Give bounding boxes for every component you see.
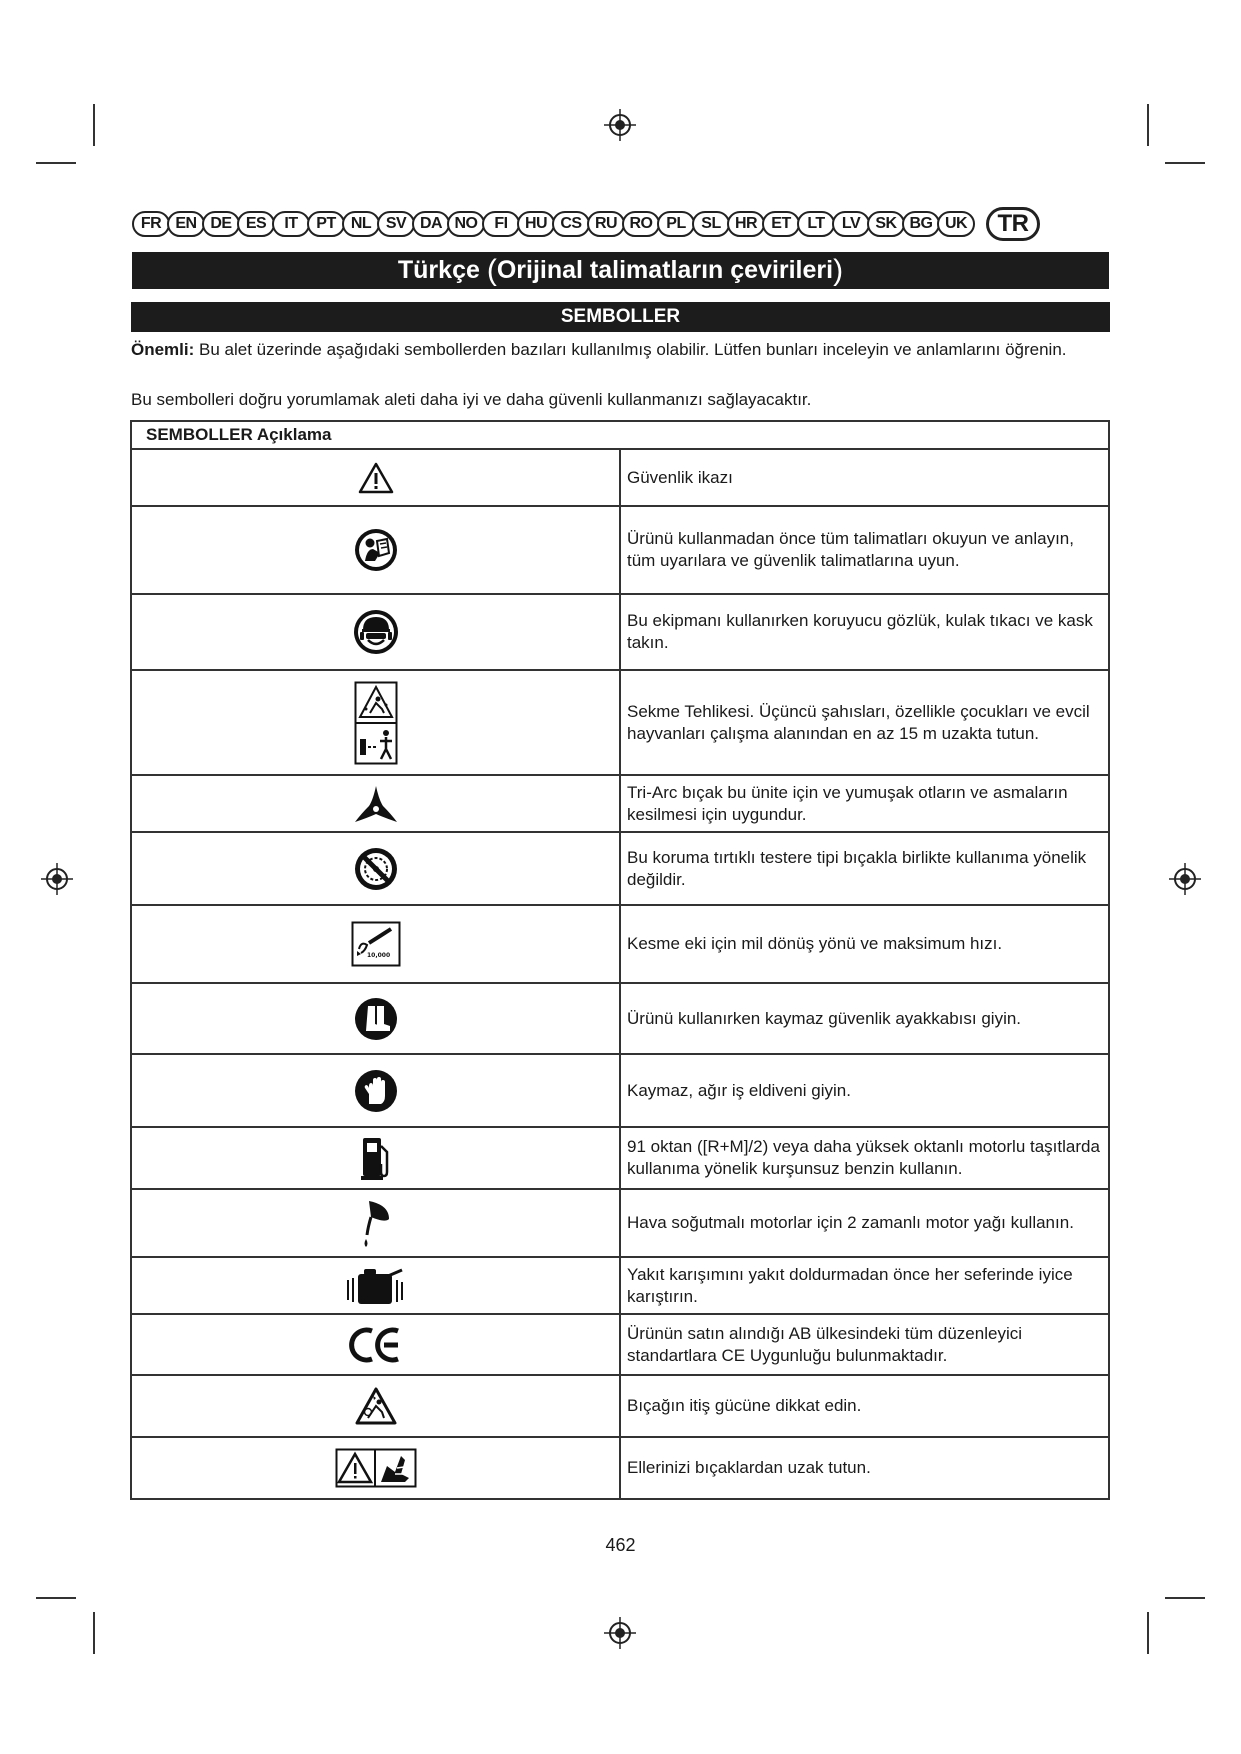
lang-tab-active: TR (986, 207, 1040, 241)
fuel-pump-icon (359, 1134, 393, 1182)
description-cell: Ürünü kullanırken kaymaz güvenlik ayakkabısı giyin. (620, 983, 1109, 1054)
important-label: Önemli: (131, 340, 195, 359)
table-row (131, 905, 1109, 983)
crop-mark (1165, 162, 1205, 164)
symbol-cell (131, 1314, 620, 1375)
title-sub: Orijinal talimatların çevirileri (496, 256, 834, 284)
symbols-table (130, 420, 1110, 1500)
rotation-speed-icon (351, 921, 401, 967)
title-paren: ) (833, 253, 844, 287)
description-cell: Bu ekipmanı kullanırken koruyucu gözlük, kulak tıkacı ve kask takın. (620, 594, 1109, 670)
lang-tab: SK (867, 211, 905, 237)
table-row (131, 594, 1109, 670)
symbol-cell (131, 775, 620, 832)
lang-tab: RO (622, 211, 660, 237)
description-cell: Bu koruma tırtıklı testere tipi bıçakla birlikte kullanıma yönelik değildir. (620, 832, 1109, 905)
description-cell: Yakıt karışımını yakıt doldurmadan önce her seferinde iyice karıştırın. (620, 1257, 1109, 1314)
table-row (131, 1189, 1109, 1257)
oil-can-icon (359, 1197, 393, 1249)
lang-tab: LT (797, 211, 835, 237)
lang-tab: BG (902, 211, 940, 237)
registration-mark-icon (603, 1616, 637, 1650)
no-saw-blade-icon (353, 846, 399, 892)
symbol-cell (131, 1437, 620, 1499)
table-row (131, 1437, 1109, 1499)
crop-mark (1147, 1612, 1149, 1654)
tri-arc-blade-icon (353, 784, 399, 824)
title-main: Türkçe (397, 256, 480, 284)
keep-hands-away-icon (335, 1448, 417, 1488)
lang-tab: LV (832, 211, 870, 237)
lang-tab: RU (587, 211, 625, 237)
table-row (131, 1257, 1109, 1314)
description-cell: Ellerinizi bıçaklardan uzak tutun. (620, 1437, 1109, 1499)
symbol-cell (131, 1127, 620, 1189)
lang-tab: NL (342, 211, 380, 237)
symbol-cell (131, 670, 620, 775)
crop-mark (36, 1597, 76, 1599)
lang-tab: FR (132, 211, 170, 237)
section-title: SEMBOLLER (131, 302, 1110, 332)
warning-triangle-icon (357, 461, 395, 495)
symbol-cell (131, 905, 620, 983)
symbol-cell (131, 1257, 620, 1314)
blade-thrust-warning-icon (354, 1386, 398, 1426)
read-manual-icon (353, 527, 399, 573)
important-text: Bu alet üzerinde aşağıdaki sembollerden bazıları kullanılmış olabilir. Lütfen bunları inceleyin ve anlamlarını öğrenin. (194, 340, 1067, 359)
lang-tab: HU (517, 211, 555, 237)
symbol-cell (131, 594, 620, 670)
ricochet-hazard-icon (354, 681, 398, 765)
registration-mark-icon (1168, 862, 1202, 896)
table-row (131, 832, 1109, 905)
crop-mark (1147, 104, 1149, 146)
lang-tab: DE (202, 211, 240, 237)
title-paren: ( (486, 253, 497, 287)
lang-tab: EN (167, 211, 205, 237)
ce-mark-icon (348, 1325, 404, 1365)
crop-mark (93, 104, 95, 146)
table-row (131, 1314, 1109, 1375)
lang-tab: NO (447, 211, 485, 237)
lang-tab: PT (307, 211, 345, 237)
description-cell: Ürünü kullanmadan önce tüm talimatları okuyun ve anlayın, tüm uyarılara ve güvenlik talimatlarına uyun. (620, 506, 1109, 594)
symbol-cell (131, 983, 620, 1054)
table-row (131, 775, 1109, 832)
symbol-cell (131, 1054, 620, 1127)
symbol-cell (131, 506, 620, 594)
table-row (131, 506, 1109, 594)
table-row (131, 1127, 1109, 1189)
gloves-icon (353, 1068, 399, 1114)
lang-tab: SL (692, 211, 730, 237)
intro-important (131, 339, 1109, 360)
fuel-can-shake-icon (344, 1266, 408, 1306)
crop-mark (36, 162, 76, 164)
table-header-row (131, 421, 1109, 449)
language-bar (132, 207, 1110, 241)
safety-boots-icon (353, 996, 399, 1042)
description-cell: Tri-Arc bıçak bu ünite için ve yumuşak otların ve asmaların kesilmesi için uygundur. (620, 775, 1109, 832)
crop-mark (1165, 1597, 1205, 1599)
lang-tab: FI (482, 211, 520, 237)
lang-tab: IT (272, 211, 310, 237)
description-cell: Sekme Tehlikesi. Üçüncü şahısları, özellikle çocukları ve evcil hayvanları çalışma alanından en az 15 m uzakta tutun. (620, 670, 1109, 775)
description-cell: Kesme eki için mil dönüş yönü ve maksimum hızı. (620, 905, 1109, 983)
lang-tab: ES (237, 211, 275, 237)
lang-tab: DA (412, 211, 450, 237)
symbol-cell (131, 1375, 620, 1437)
description-cell: Güvenlik ikazı (620, 449, 1109, 506)
lang-tab: SV (377, 211, 415, 237)
page-number: 462 (605, 1535, 636, 1555)
description-cell: Hava soğutmalı motorlar için 2 zamanlı motor yağı kullanın. (620, 1189, 1109, 1257)
intro-note: Bu sembolleri doğru yorumlamak aleti daha iyi ve daha güvenli kullanmanızı sağlayacaktır. (131, 390, 812, 409)
table-row (131, 449, 1109, 506)
symbol-cell (131, 832, 620, 905)
lang-tab: PL (657, 211, 695, 237)
table-header: SEMBOLLER Açıklama (131, 421, 1109, 449)
registration-mark-icon (40, 862, 74, 896)
description-cell: Bıçağın itiş gücüne dikkat edin. (620, 1375, 1109, 1437)
table-row (131, 1054, 1109, 1127)
lang-tab: UK (937, 211, 975, 237)
page-title (132, 252, 1109, 289)
lang-tab: ET (762, 211, 800, 237)
lang-tab: HR (727, 211, 765, 237)
description-cell: Kaymaz, ağır iş eldiveni giyin. (620, 1054, 1109, 1127)
crop-mark (93, 1612, 95, 1654)
symbol-cell (131, 449, 620, 506)
table-row (131, 1375, 1109, 1437)
rotation-speed-label: 10,000 (366, 952, 390, 959)
lang-tab: CS (552, 211, 590, 237)
protective-gear-icon (352, 608, 400, 656)
description-cell: Ürünün satın alındığı AB ülkesindeki tüm düzenleyici standartlara CE Uygunluğu bulunmaktadır. (620, 1314, 1109, 1375)
registration-mark-icon (603, 108, 637, 142)
table-row (131, 670, 1109, 775)
table-row (131, 983, 1109, 1054)
symbol-cell (131, 1189, 620, 1257)
description-cell: 91 oktan ([R+M]/2) veya daha yüksek oktanlı motorlu taşıtlarda kullanıma yönelik kurşunsuz benzin kullanın. (620, 1127, 1109, 1189)
